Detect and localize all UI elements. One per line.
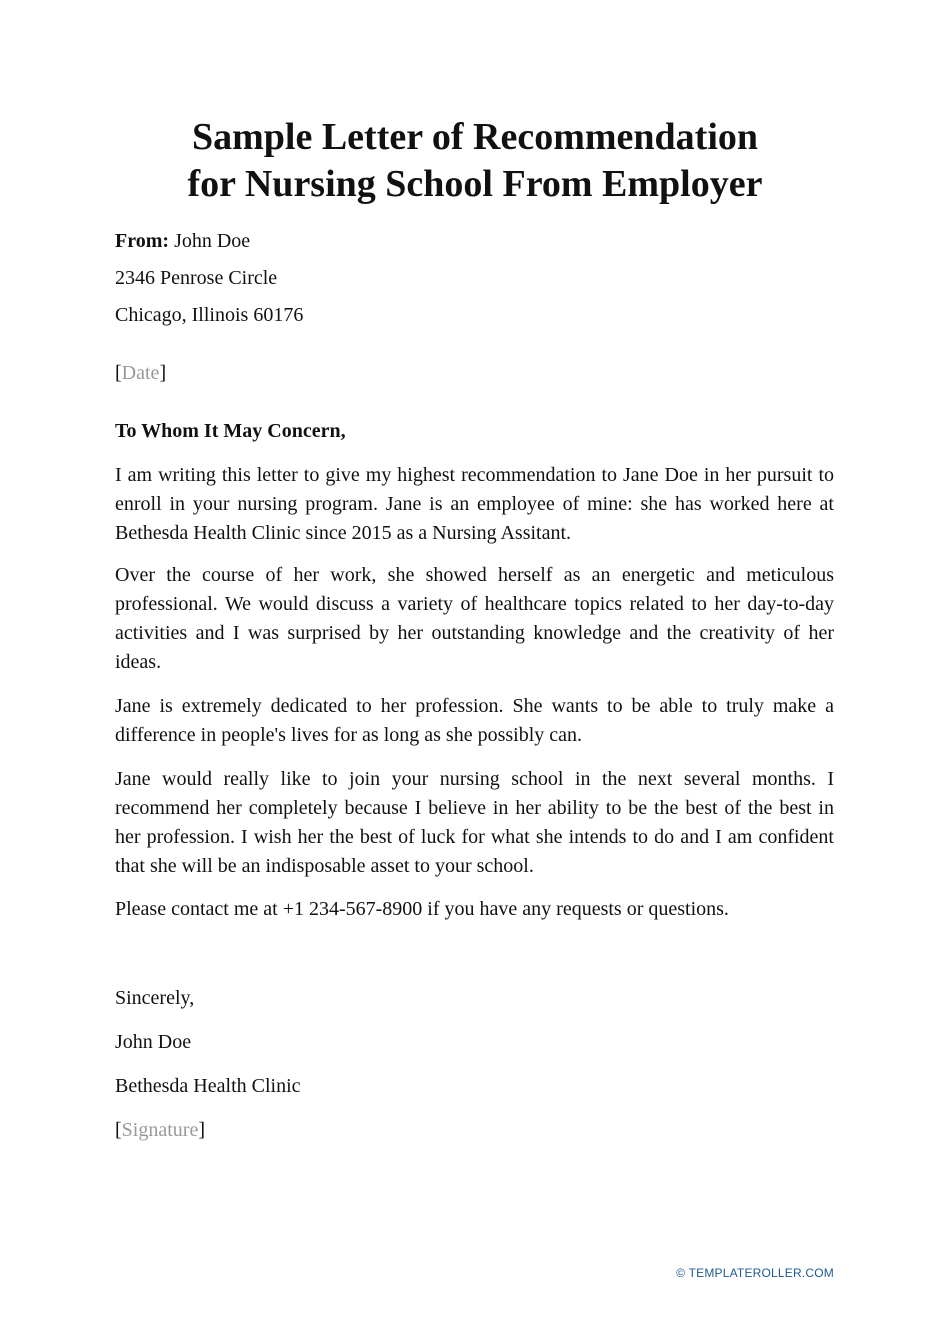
sender-city: Chicago, Illinois 60176 xyxy=(115,304,304,326)
sender-from-line xyxy=(115,227,250,256)
date-open-bracket: [ xyxy=(115,362,122,384)
page-title xyxy=(0,114,950,208)
title-line-1: Sample Letter of Recommendation xyxy=(191,116,759,158)
signature-close-bracket: ] xyxy=(198,1119,205,1141)
body-paragraph-4: Jane would really like to join your nursing school in the next several months. I recommend her completely because I believe in her ability to be the best of the best in her profession. I wish her the best of luck for what she intends to do and I am confident that she will be an indisposable asset to your school. xyxy=(115,768,834,877)
body-paragraph-3: Jane is extremely dedicated to her profession. She wants to be able to truly make a difference in people's lives for as long as she possibly can. xyxy=(115,695,834,746)
sender-name: John Doe xyxy=(174,230,251,252)
signature-open-bracket: [ xyxy=(115,1119,122,1141)
body-paragraph-1: I am writing this letter to give my highest recommendation to Jane Doe in her pursuit to enroll in your nursing program. Jane is an employee of mine: she has worked here at Bethesda Health Clinic since 2015 as a Nursing Assitant. xyxy=(115,464,834,544)
title-line-2: for Nursing School From Employer xyxy=(187,163,763,205)
date-field xyxy=(115,359,166,388)
date-close-bracket: ] xyxy=(159,362,167,384)
footer-copyright: © TEMPLATEROLLER.COM xyxy=(676,1266,834,1280)
body-paragraph-2: Over the course of her work, she showed herself as an energetic and meticulous professional. We would discuss a variety of healthcare topics related to her day-to-day activities and I was surprised by her outstanding knowledge and the creativity of her ideas. xyxy=(115,564,834,673)
date-placeholder: Date xyxy=(121,362,160,384)
signer-name: John Doe xyxy=(115,1031,192,1053)
from-label: From: xyxy=(115,230,170,252)
signer-organization: Bethesda Health Clinic xyxy=(115,1075,301,1097)
signature-placeholder: Signature xyxy=(121,1119,199,1141)
valediction: Sincerely, xyxy=(115,987,195,1009)
body-paragraph-5: Please contact me at +1 234-567-8900 if you have any requests or questions. xyxy=(115,898,729,920)
salutation: To Whom It May Concern, xyxy=(115,420,346,442)
signature-field xyxy=(115,1116,205,1145)
sender-street: 2346 Penrose Circle xyxy=(115,267,278,289)
